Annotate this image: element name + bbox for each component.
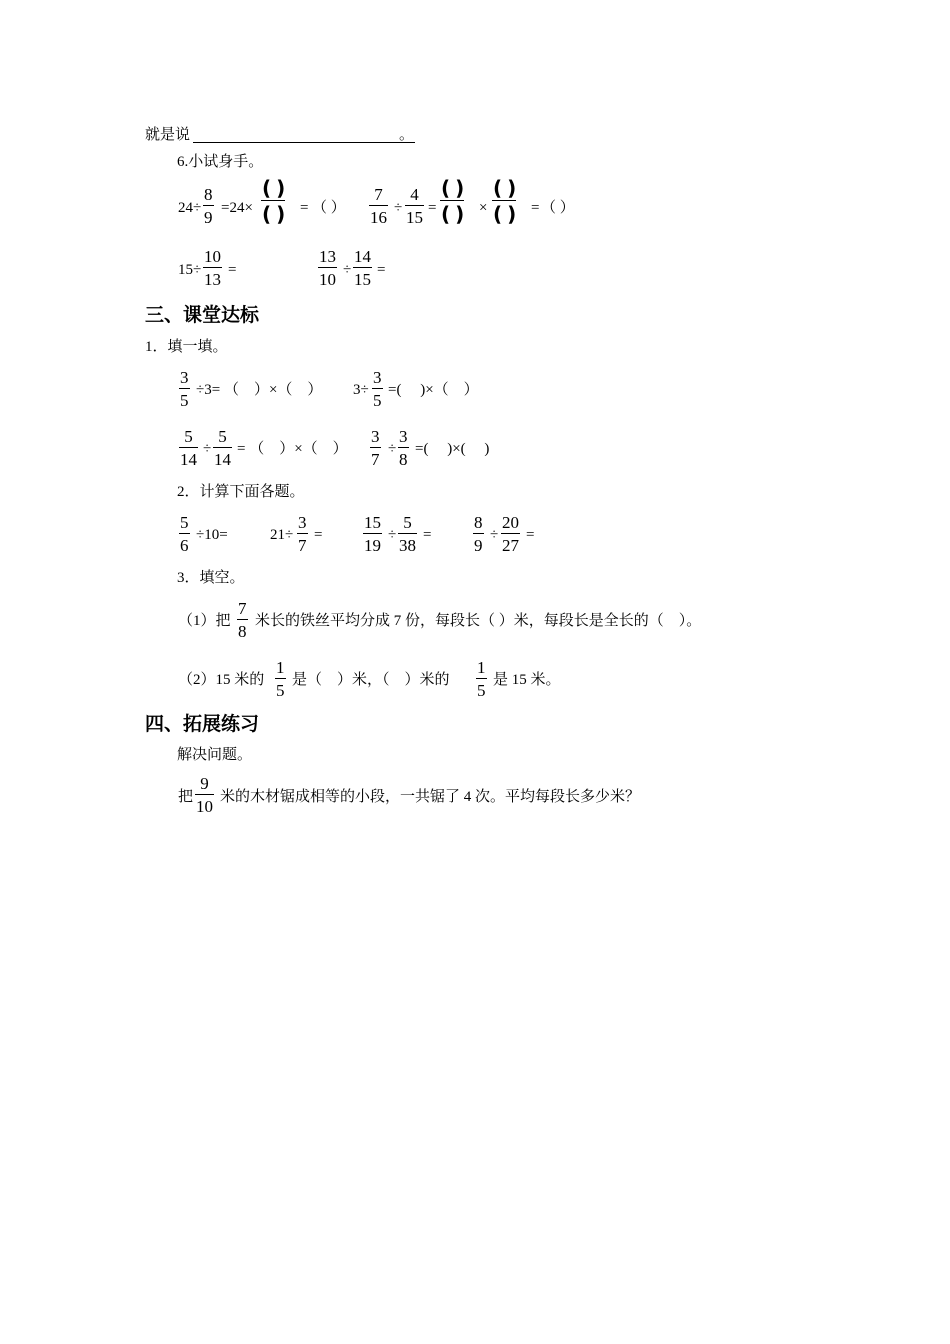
equals: = bbox=[531, 200, 540, 216]
fraction: 7 8 bbox=[238, 599, 247, 641]
fraction: 8 9 bbox=[204, 185, 213, 227]
q6-eq1-prefix: 24÷ bbox=[178, 200, 202, 216]
fraction: 5 38 bbox=[399, 513, 416, 555]
equals: = bbox=[228, 262, 237, 278]
s2-suffix: 是 15 米。 bbox=[493, 672, 561, 688]
divide-sign: ÷ bbox=[343, 262, 352, 278]
fraction: 4 15 bbox=[406, 185, 423, 227]
times-sign: × bbox=[479, 200, 488, 216]
intro-suffix: 。 bbox=[399, 127, 415, 143]
equals: = bbox=[300, 200, 309, 216]
answer-paren[interactable]: （ ） bbox=[541, 200, 575, 216]
fraction: 5 6 bbox=[180, 513, 189, 555]
divide-sign: ÷ bbox=[388, 527, 397, 543]
fraction: 7 16 bbox=[370, 185, 387, 227]
divide-sign: ÷ bbox=[388, 441, 397, 457]
fraction: 3 8 bbox=[399, 427, 408, 469]
paren-fraction bbox=[261, 178, 285, 224]
fraction: 3 7 bbox=[371, 427, 380, 469]
paren-fraction bbox=[440, 178, 464, 224]
s2-prefix: （2）15 米的 bbox=[178, 672, 265, 688]
q6-title: 6.小试身手。 bbox=[177, 154, 264, 170]
prob-text: 米的木材锯成相等的小段，一共锯了 4 次。平均每段长多少米？ bbox=[220, 789, 641, 805]
calc-expression: ÷10= bbox=[196, 527, 228, 543]
divide-sign: ÷ bbox=[394, 200, 403, 216]
calc-prefix: 21÷ bbox=[270, 527, 294, 543]
prob-prefix: 把 bbox=[178, 789, 194, 805]
fraction: 15 19 bbox=[364, 513, 381, 555]
equals: = bbox=[314, 527, 323, 543]
paren-denominator[interactable]: ( ) bbox=[262, 202, 285, 226]
fill-prefix: 3÷ bbox=[353, 382, 369, 398]
fill-expression[interactable]: =( )×( ) bbox=[415, 441, 490, 457]
equals: = bbox=[526, 527, 535, 543]
fraction: 9 10 bbox=[196, 774, 213, 816]
section3-heading: 三、课堂达标 bbox=[145, 304, 260, 326]
fraction: 13 10 bbox=[319, 247, 336, 289]
s1-prefix: （1）把 bbox=[178, 613, 231, 629]
fraction: 3 5 bbox=[180, 368, 189, 410]
divide-sign: ÷ bbox=[203, 441, 212, 457]
fill-expression[interactable]: = （ ）×（ ） bbox=[237, 441, 348, 457]
fraction: 1 5 bbox=[477, 658, 486, 700]
fraction: 3 5 bbox=[373, 368, 382, 410]
s2-text: 是（ ）米，（ ）米的 bbox=[292, 672, 450, 688]
paren-numerator[interactable]: ( ) bbox=[441, 176, 464, 200]
fraction: 5 14 bbox=[180, 427, 197, 469]
section4-heading: 四、拓展练习 bbox=[145, 713, 260, 735]
fill-expression[interactable]: =( )×（ ） bbox=[388, 382, 479, 398]
equals: = bbox=[423, 527, 432, 543]
fraction: 1 5 bbox=[276, 658, 285, 700]
equals: = bbox=[377, 262, 386, 278]
answer-blank[interactable] bbox=[193, 142, 415, 143]
fraction: 5 14 bbox=[214, 427, 231, 469]
p2-title: 2．计算下面各题。 bbox=[177, 484, 305, 500]
answer-paren[interactable]: （ ） bbox=[312, 200, 346, 216]
paren-numerator[interactable]: ( ) bbox=[262, 176, 285, 200]
fraction: 3 7 bbox=[298, 513, 307, 555]
paren-denominator[interactable]: ( ) bbox=[441, 202, 464, 226]
divide-sign: ÷ bbox=[490, 527, 499, 543]
fraction: 10 13 bbox=[204, 247, 221, 289]
p3-title: 3．填空。 bbox=[177, 570, 245, 586]
paren-numerator[interactable]: ( ) bbox=[493, 176, 516, 200]
paren-fraction bbox=[492, 178, 516, 224]
equals: = bbox=[428, 200, 437, 216]
intro-prefix: 就是说 bbox=[145, 127, 191, 143]
fraction: 20 27 bbox=[502, 513, 519, 555]
fraction: 14 15 bbox=[354, 247, 371, 289]
paren-denominator[interactable]: ( ) bbox=[493, 202, 516, 226]
s1-text: 米长的铁丝平均分成 7 份，每段长（ ）米，每段长是全长的（ ）。 bbox=[255, 613, 702, 629]
q6-eq3-prefix: 15÷ bbox=[178, 262, 202, 278]
fill-expression[interactable]: ÷3= （ ）×（ ） bbox=[196, 382, 323, 398]
fraction: 8 9 bbox=[474, 513, 483, 555]
p1-title: 1．填一填。 bbox=[145, 339, 228, 355]
section4-sub: 解决问题。 bbox=[177, 747, 253, 763]
q6-eq1-mid: =24× bbox=[221, 200, 253, 216]
